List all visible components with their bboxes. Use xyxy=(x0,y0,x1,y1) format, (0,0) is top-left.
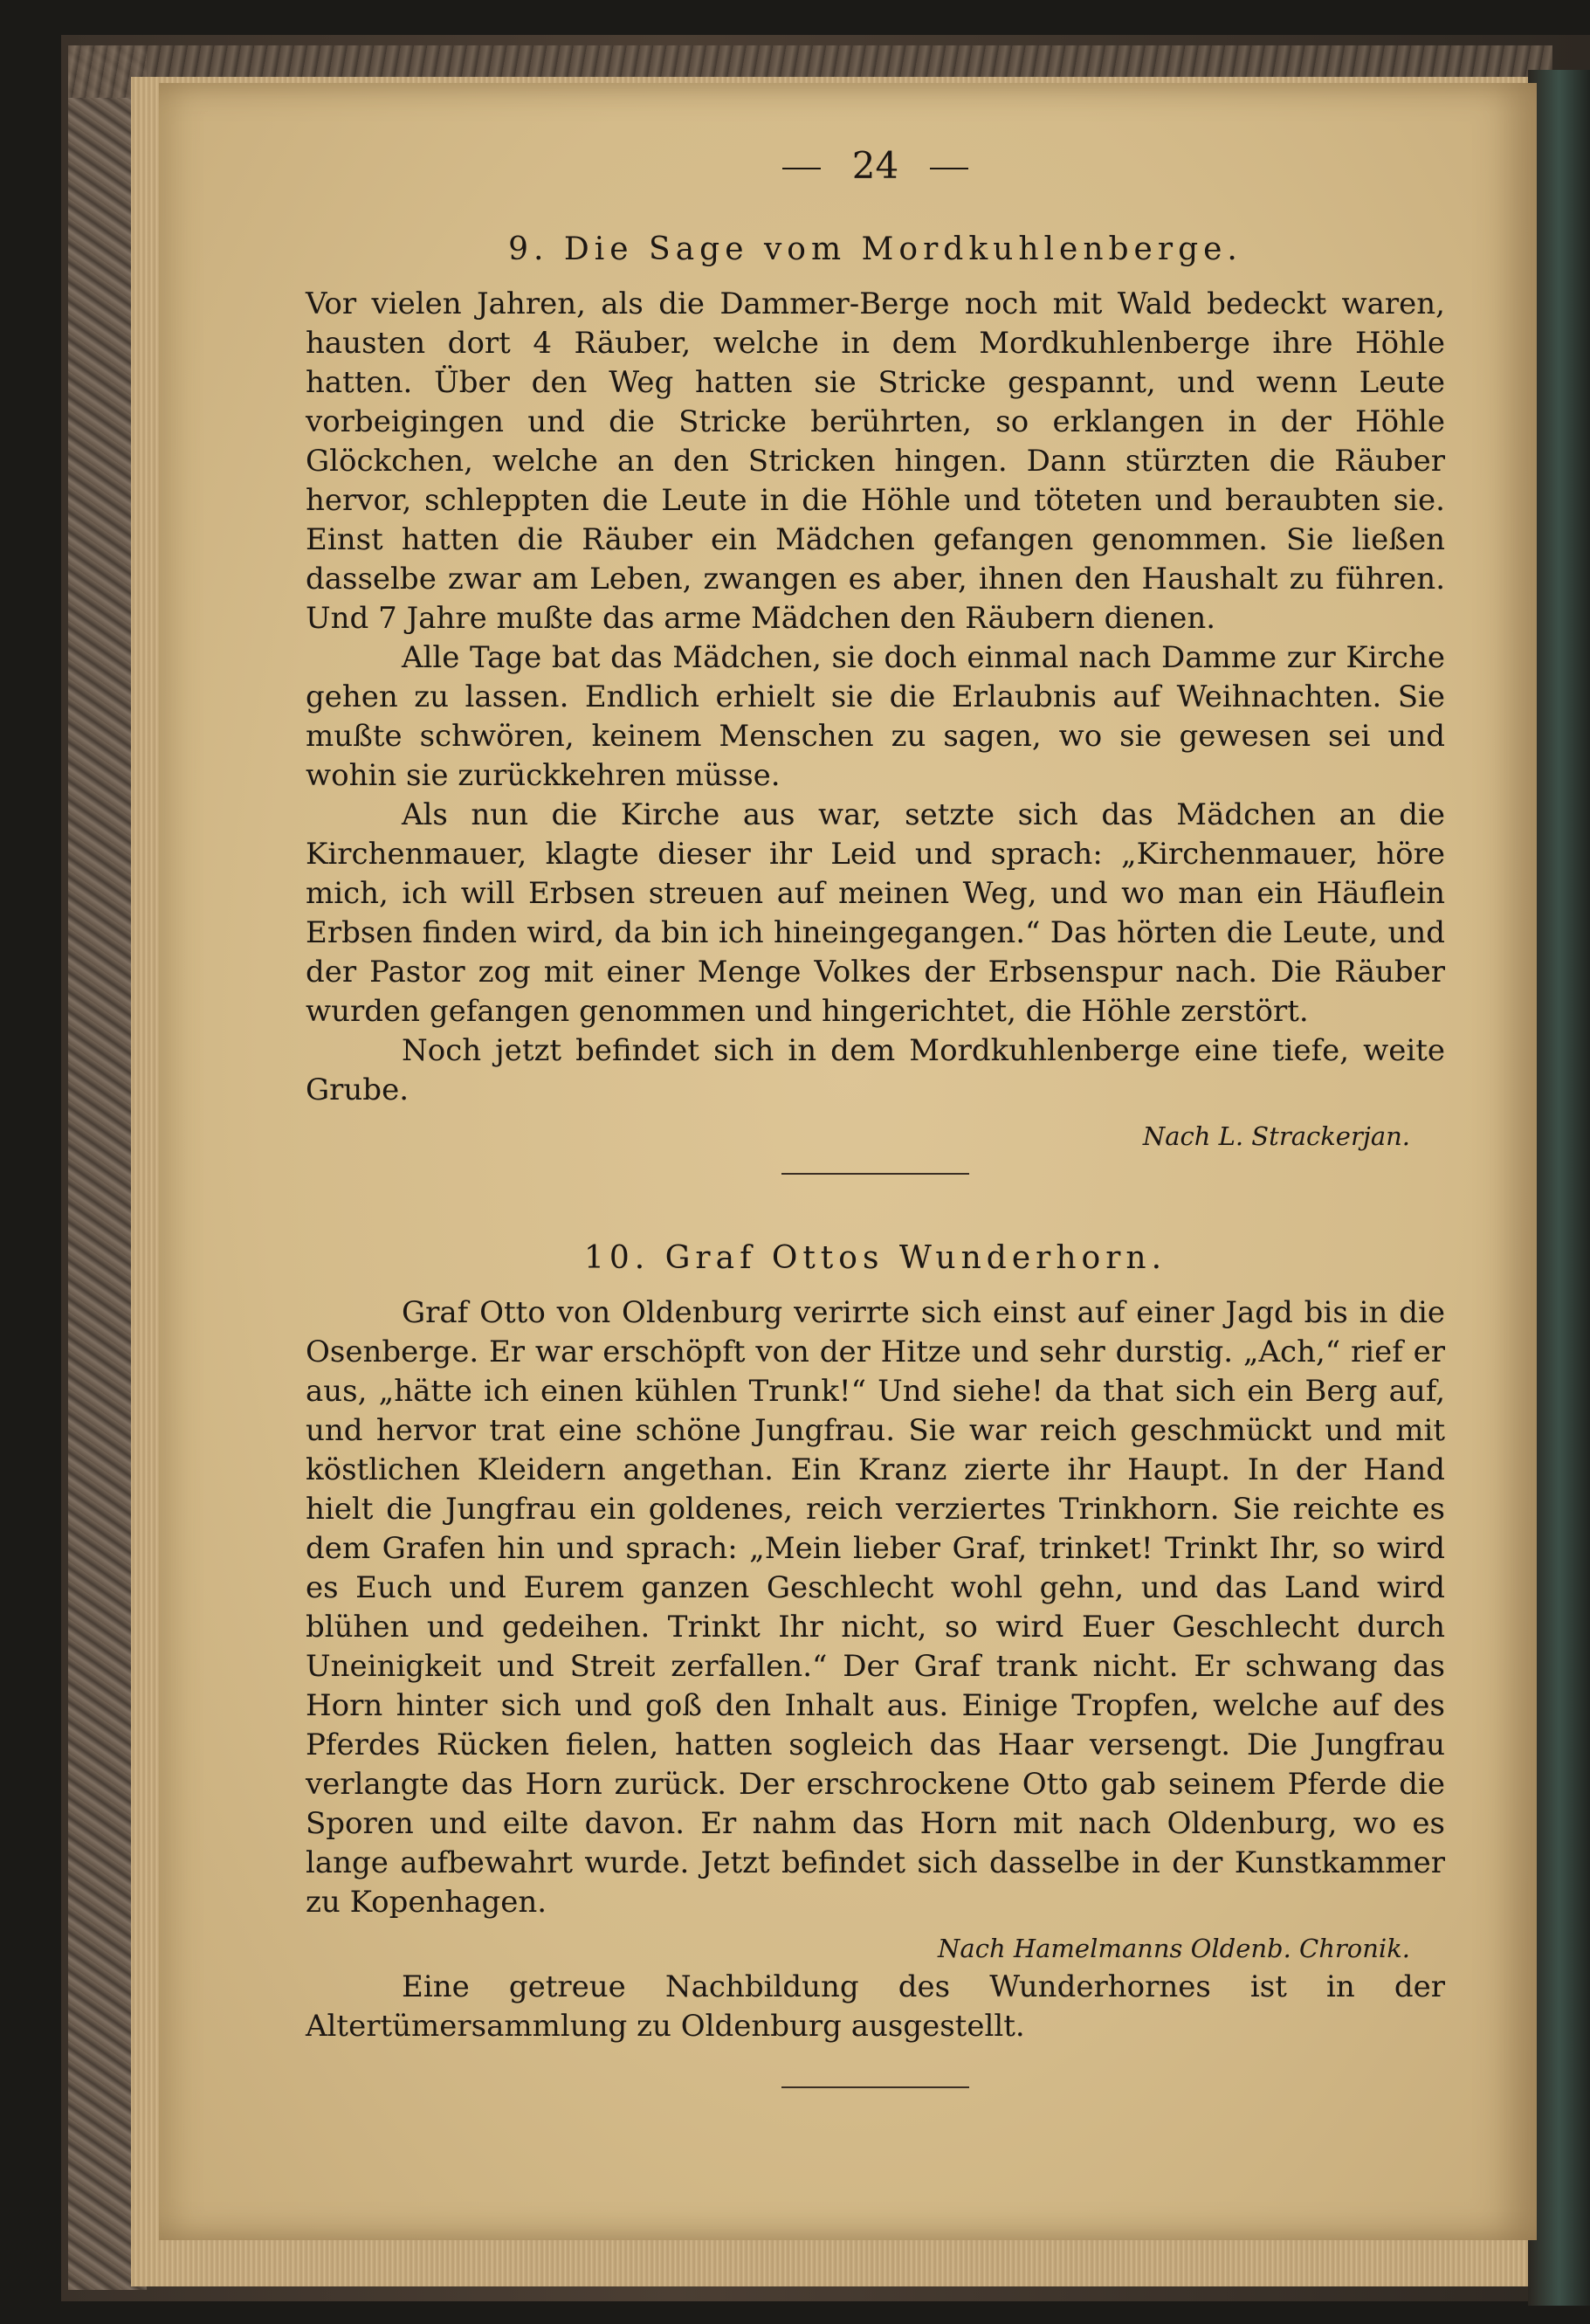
story2-note: Eine getreue Nachbildung des Wunderhornes ist in der Altertümersammlung zu Oldenburg ausgestellt. xyxy=(306,1969,1445,2044)
book-spine-gutter xyxy=(1528,70,1590,2306)
section-divider xyxy=(781,1173,969,1175)
story1-paragraph-1: Vor vielen Jahren, als die Dammer-Berge noch mit Wald bedeckt waren, hausten dort 4 Räuber, welche in dem Mordkuhlenberge ihre Höhle hatten. Über den Weg hatten sie Stricke gespannt, und wenn Leute vorbeigingen und die Stricke berührten, so erklangen in der Höhle Glöckchen, welche an den Stricken hingen. Dann stürzten die Räuber hervor, schleppten die Leute in die Höhle und töteten und beraubten sie. Einst hatten die Räuber ein Mädchen gefangen genommen. Sie ließen dasselbe zwar am Leben, zwangen es aber, ihnen den Haushalt zu führen. Und 7 Jahre mußte das arme Mädchen den Räubern dienen. xyxy=(306,286,1445,636)
story1-source: Nach L. Strackerjan. xyxy=(1142,1121,1410,1151)
story2-title: 10. Graf Ottos Wunderhorn. xyxy=(583,1240,1167,1276)
page-text xyxy=(306,140,1445,2149)
story2-paragraph-1: Graf Otto von Oldenburg verirrte sich einst auf einer Jagd bis in die Osenberge. Er war erschöpft von der Hitze und sehr durstig. „Ach,“ rief er aus, „hätte ich einen kühlen Trunk!“ Und siehe! da that sich ein Berg auf, und hervor trat eine schöne Jungfrau. Sie war reich geschmückt und mit köstlichen Kleidern angethan. Ein Kranz zierte ihr Haupt. In der Hand hielt die Jungfrau ein goldenes, reich verziertes Trinkhorn. Sie reichte es dem Grafen hin und sprach: „Mein lieber Graf, trinket! Trinkt Ihr, so wird es Euch und Eurem ganzen Geschlecht wohl gehn, und das Land wird blühen und gedeihen. Trinkt Ihr nicht, so wird Euer Geschlecht durch Uneinigkeit und Streit zerfallen.“ Der Graf trank nicht. Er schwang das Horn hinter sich und goß den Inhalt aus. Einige Tropfen, welche auf des Pferdes Rücken fielen, hatten sogleich das Haar versengt. Die Jungfrau verlangte das Horn zurück. Der erschrockene Otto gab seinem Pferde die Sporen und eilte davon. Er nahm das Horn mit nach Oldenburg, wo es lange aufbewahrt wurde. Jetzt befindet sich dasselbe in der Kunstkammer zu Kopenhagen. xyxy=(306,1295,1445,1920)
story2-source: Nach Hamelmanns Oldenb. Chronik. xyxy=(938,1934,1410,1963)
page-number xyxy=(306,140,1445,192)
story1-paragraph-2: Alle Tage bat das Mädchen, sie doch einmal nach Damme zur Kirche gehen zu lassen. Endlich erhielt sie die Erlaubnis auf Weihnachten. Sie mußte schwören, keinem Menschen zu sagen, wo sie gewesen sei und wohin sie zurückkehren müsse. xyxy=(306,640,1445,793)
closing-divider xyxy=(781,2086,969,2088)
folio-dash-left xyxy=(782,168,821,169)
story1-paragraph-3: Als nun die Kirche aus war, setzte sich das Mädchen an die Kirchenmauer, klagte dieser ihr Leid und sprach: „Kirchenmauer, höre mich, ich will Erbsen streuen auf meinen Weg, und wo man ein Häuflein Erbsen finden wird, da bin ich hineingegangen.“ Das hörten die Leute, und der Pastor zog mit einer Menge Volkes der Erbsenspur nach. Die Räuber wurden gefangen genommen und hingerichtet, die Höhle zerstört. xyxy=(306,797,1445,1029)
folio-dash-right xyxy=(930,168,968,169)
story1-paragraph-4: Noch jetzt befindet sich in dem Mordkuhlenberge eine tiefe, weite Grube. xyxy=(306,1033,1445,1107)
story1-title: 9. Die Sage vom Mordkuhlenberge. xyxy=(508,231,1242,267)
page-number-value: 24 xyxy=(851,144,899,187)
